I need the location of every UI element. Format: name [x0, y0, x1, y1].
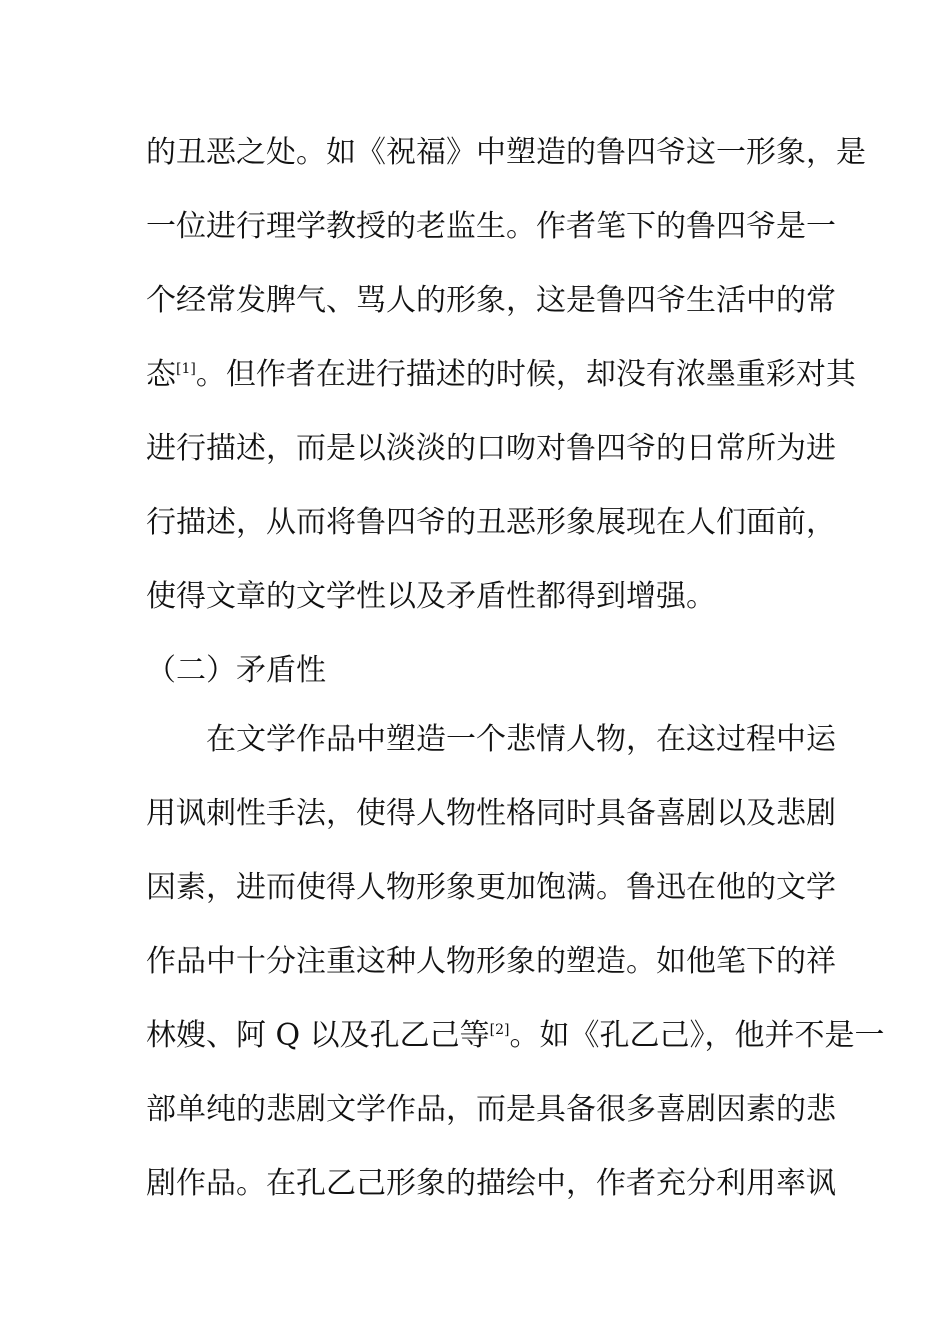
paragraph-2-line-1: 在文学作品中塑造一个悲情人物，在这过程中运	[206, 722, 836, 757]
citation-1: [1]	[176, 361, 196, 377]
paragraph-2-line-5	[146, 1014, 885, 1058]
line-4-text-end: 。但作者在进行描述的时候，却没有浓墨重彩对其	[195, 357, 856, 392]
paragraph-1-line-2: 一位进行理学教授的老监生。作者笔下的鲁四爷是一	[146, 209, 836, 244]
paragraph-1-line-1: 的丑恶之处。如《祝福》中塑造的鲁四爷这一形象，是	[146, 135, 866, 170]
line-5-text-start: 林嫂、阿 Q 以及孔乙己等	[146, 1018, 490, 1053]
paragraph-1-line-4	[146, 353, 856, 397]
citation-2: [2]	[489, 1022, 510, 1038]
paragraph-2-line-2: 用讽刺性手法，使得人物性格同时具备喜剧以及悲剧	[146, 796, 836, 831]
line-4-text-start: 态	[146, 357, 176, 392]
paragraph-2-line-7: 剧作品。在孔乙己形象的描绘中，作者充分利用率讽	[146, 1166, 836, 1201]
paragraph-1-line-6: 行描述，从而将鲁四爷的丑恶形象展现在人们面前，	[146, 505, 836, 540]
paragraph-1-line-3: 个经常发脾气、骂人的形象，这是鲁四爷生活中的常	[146, 283, 836, 318]
paragraph-2-line-6: 部单纯的悲剧文学作品，而是具备很多喜剧因素的悲	[146, 1092, 836, 1127]
paragraph-2-line-4: 作品中十分注重这种人物形象的塑造。如他笔下的祥	[146, 944, 836, 979]
line-5-text-end: 。如《孔乙己》，他并不是一	[509, 1018, 885, 1053]
paragraph-1-line-7: 使得文章的文学性以及矛盾性都得到增强。	[146, 579, 716, 614]
paragraph-1-line-5: 进行描述，而是以淡淡的口吻对鲁四爷的日常所为进	[146, 431, 836, 466]
section-heading: （二）矛盾性	[146, 653, 326, 688]
paragraph-2-line-3: 因素，进而使得人物形象更加饱满。鲁迅在他的文学	[146, 870, 836, 905]
